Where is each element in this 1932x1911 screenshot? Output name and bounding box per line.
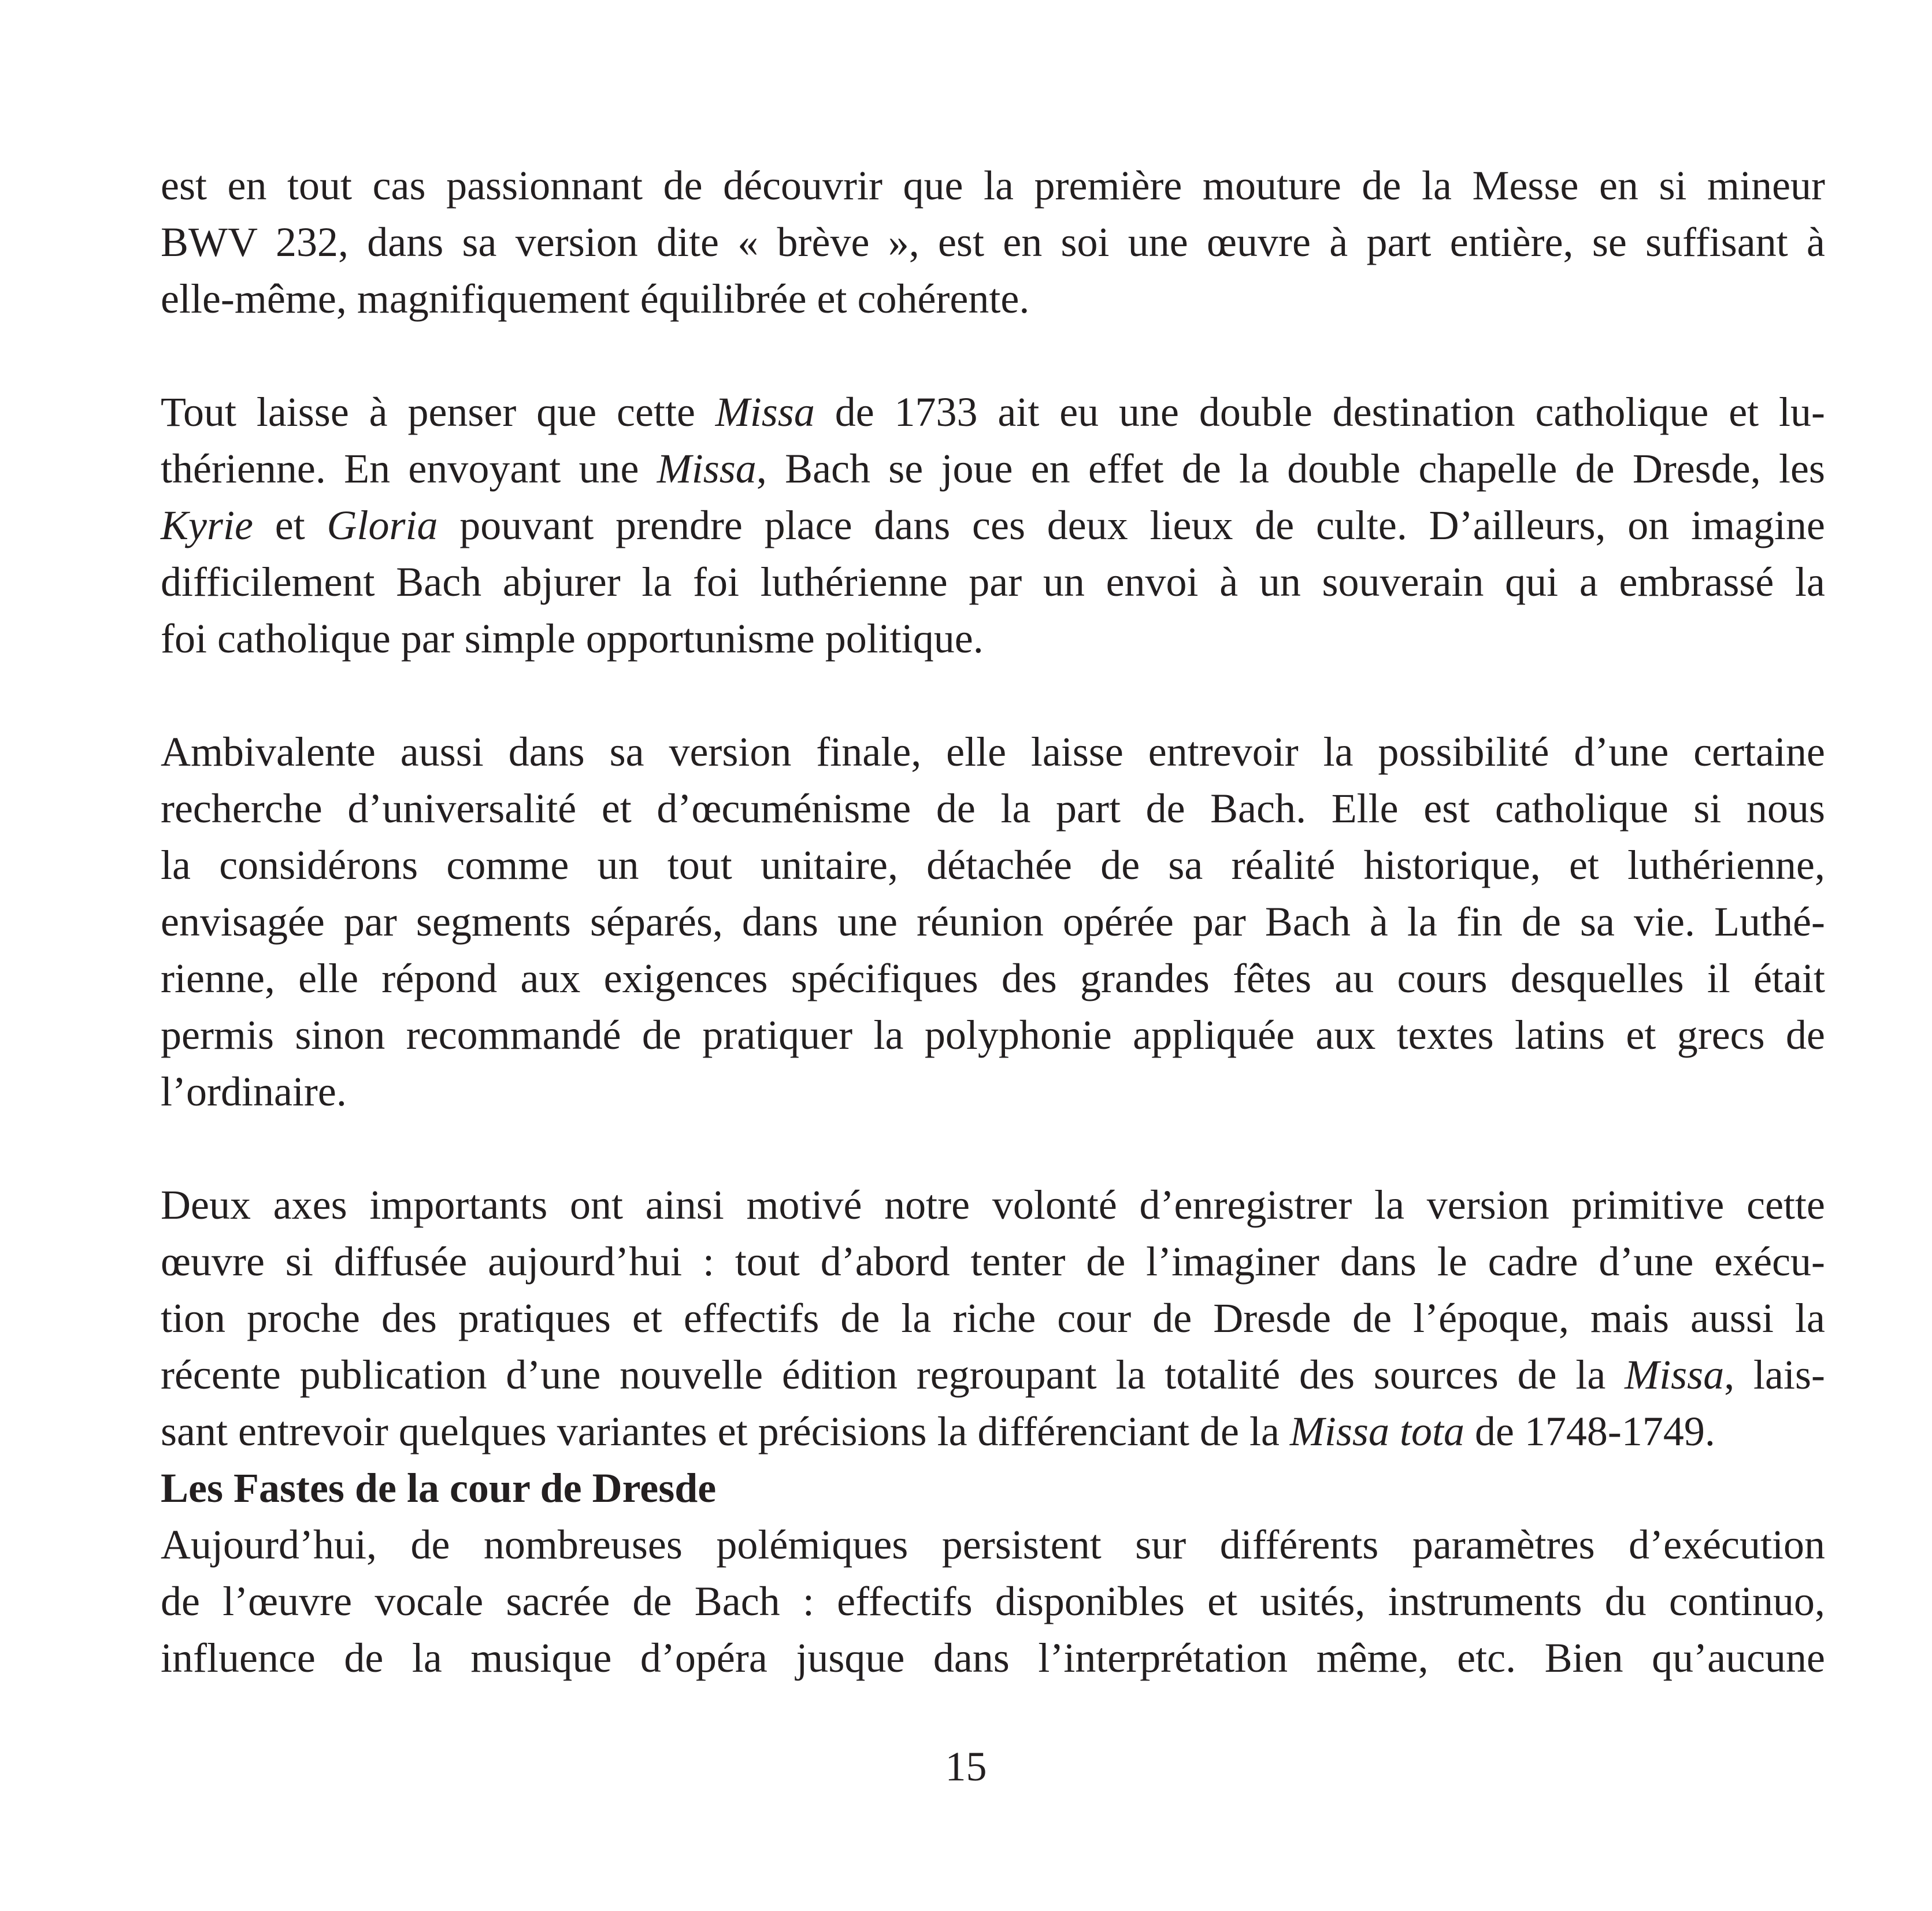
text-run: sant entrevoir quelques variantes et précisions la différenciant de la bbox=[161, 1408, 1290, 1454]
text-line: Ambivalente aussi dans sa version finale, elle laisse entrevoir la possibilité d’une certaine bbox=[161, 729, 1825, 775]
page-number: 15 bbox=[945, 1743, 987, 1790]
text-line: la considérons comme un tout unitaire, détachée de sa réalité historique, et luthérienne, bbox=[161, 842, 1825, 888]
italic-title: Missa bbox=[715, 389, 815, 435]
italic-title: Gloria bbox=[327, 502, 438, 548]
text-line bbox=[161, 384, 1825, 440]
text-line: elle-même, magnifiquement équilibrée et cohérente. bbox=[161, 276, 1030, 322]
text-line: influence de la musique d’opéra jusque dans l’interprétation même, etc. Bien qu’aucune bbox=[161, 1635, 1825, 1681]
italic-title: Missa bbox=[657, 446, 757, 492]
text-line bbox=[161, 497, 1825, 554]
italic-title: Kyrie bbox=[161, 502, 253, 548]
text-line: difficilement Bach abjurer la foi luthérienne par un envoi à un souverain qui a embrassé la bbox=[161, 559, 1825, 605]
text-run: , Bach se joue en effet de la double chapelle de Dresde, les bbox=[756, 446, 1825, 492]
paragraph bbox=[161, 1177, 1825, 1460]
text-line: l’ordinaire. bbox=[161, 1068, 347, 1115]
text-line: envisagée par segments séparés, dans une réunion opérée par Bach à la fin de sa vie. Luthé- bbox=[161, 899, 1825, 945]
text-line: foi catholique par simple opportunisme politique. bbox=[161, 615, 984, 662]
text-run: de 1733 ait eu une double destination catholique et lu- bbox=[814, 389, 1826, 435]
text-line: est en tout cas passionnant de découvrir que la première mouture de la Messe en si mineur bbox=[161, 162, 1825, 209]
text-line: de l’œuvre vocale sacrée de Bach : effectifs disponibles et usités, instruments du continuo, bbox=[161, 1578, 1825, 1624]
paragraph bbox=[161, 723, 1825, 1120]
italic-title: Missa tota bbox=[1289, 1408, 1464, 1454]
text-run: thérienne. En envoyant une bbox=[161, 446, 657, 492]
text-line: rienne, elle répond aux exigences spécifiques des grandes fêtes au cours desquelles il était bbox=[161, 955, 1825, 1001]
paragraph bbox=[161, 384, 1825, 667]
text-line: Aujourd’hui, de nombreuses polémiques persistent sur différents paramètres d’exécution bbox=[161, 1522, 1825, 1568]
text-run: pouvant prendre place dans ces deux lieux de culte. D’ailleurs, on imagine bbox=[437, 502, 1826, 548]
text-line bbox=[161, 440, 1825, 497]
text-line: BWV 232, dans sa version dite « brève », est en soi une œuvre à part entière, se suffisant à bbox=[161, 219, 1825, 265]
text-line: tion proche des pratiques et effectifs de la riche cour de Dresde de l’époque, mais aussi la bbox=[161, 1295, 1825, 1341]
page-body bbox=[161, 157, 1825, 1686]
text-line: permis sinon recommandé de pratiquer la polyphonie appliquée aux textes latins et grecs de bbox=[161, 1012, 1825, 1058]
italic-title: Missa bbox=[1625, 1352, 1725, 1398]
section-heading: Les Fastes de la cour de Dresde bbox=[161, 1465, 717, 1511]
text-line: recherche d’universalité et d’œcuménisme de la part de Bach. Elle est catholique si nous bbox=[161, 785, 1825, 832]
text-line: Deux axes importants ont ainsi motivé notre volonté d’enregistrer la version primitive cette bbox=[161, 1182, 1825, 1228]
body-text bbox=[161, 157, 1825, 1460]
text-run: récente publication d’une nouvelle édition regroupant la totalité des sources de la bbox=[161, 1352, 1625, 1398]
text-run: Tout laisse à penser que cette bbox=[161, 389, 715, 435]
text-line bbox=[161, 1346, 1825, 1403]
text-run: et bbox=[253, 502, 327, 548]
text-line: œuvre si diffusée aujourd’hui : tout d’abord tenter de l’imaginer dans le cadre d’une exécu- bbox=[161, 1238, 1825, 1285]
text-run: , lais- bbox=[1724, 1352, 1825, 1398]
text-run: de 1748-1749. bbox=[1464, 1408, 1715, 1454]
paragraph bbox=[161, 157, 1825, 327]
text-line bbox=[161, 1403, 1825, 1460]
section-paragraph bbox=[161, 1516, 1825, 1686]
